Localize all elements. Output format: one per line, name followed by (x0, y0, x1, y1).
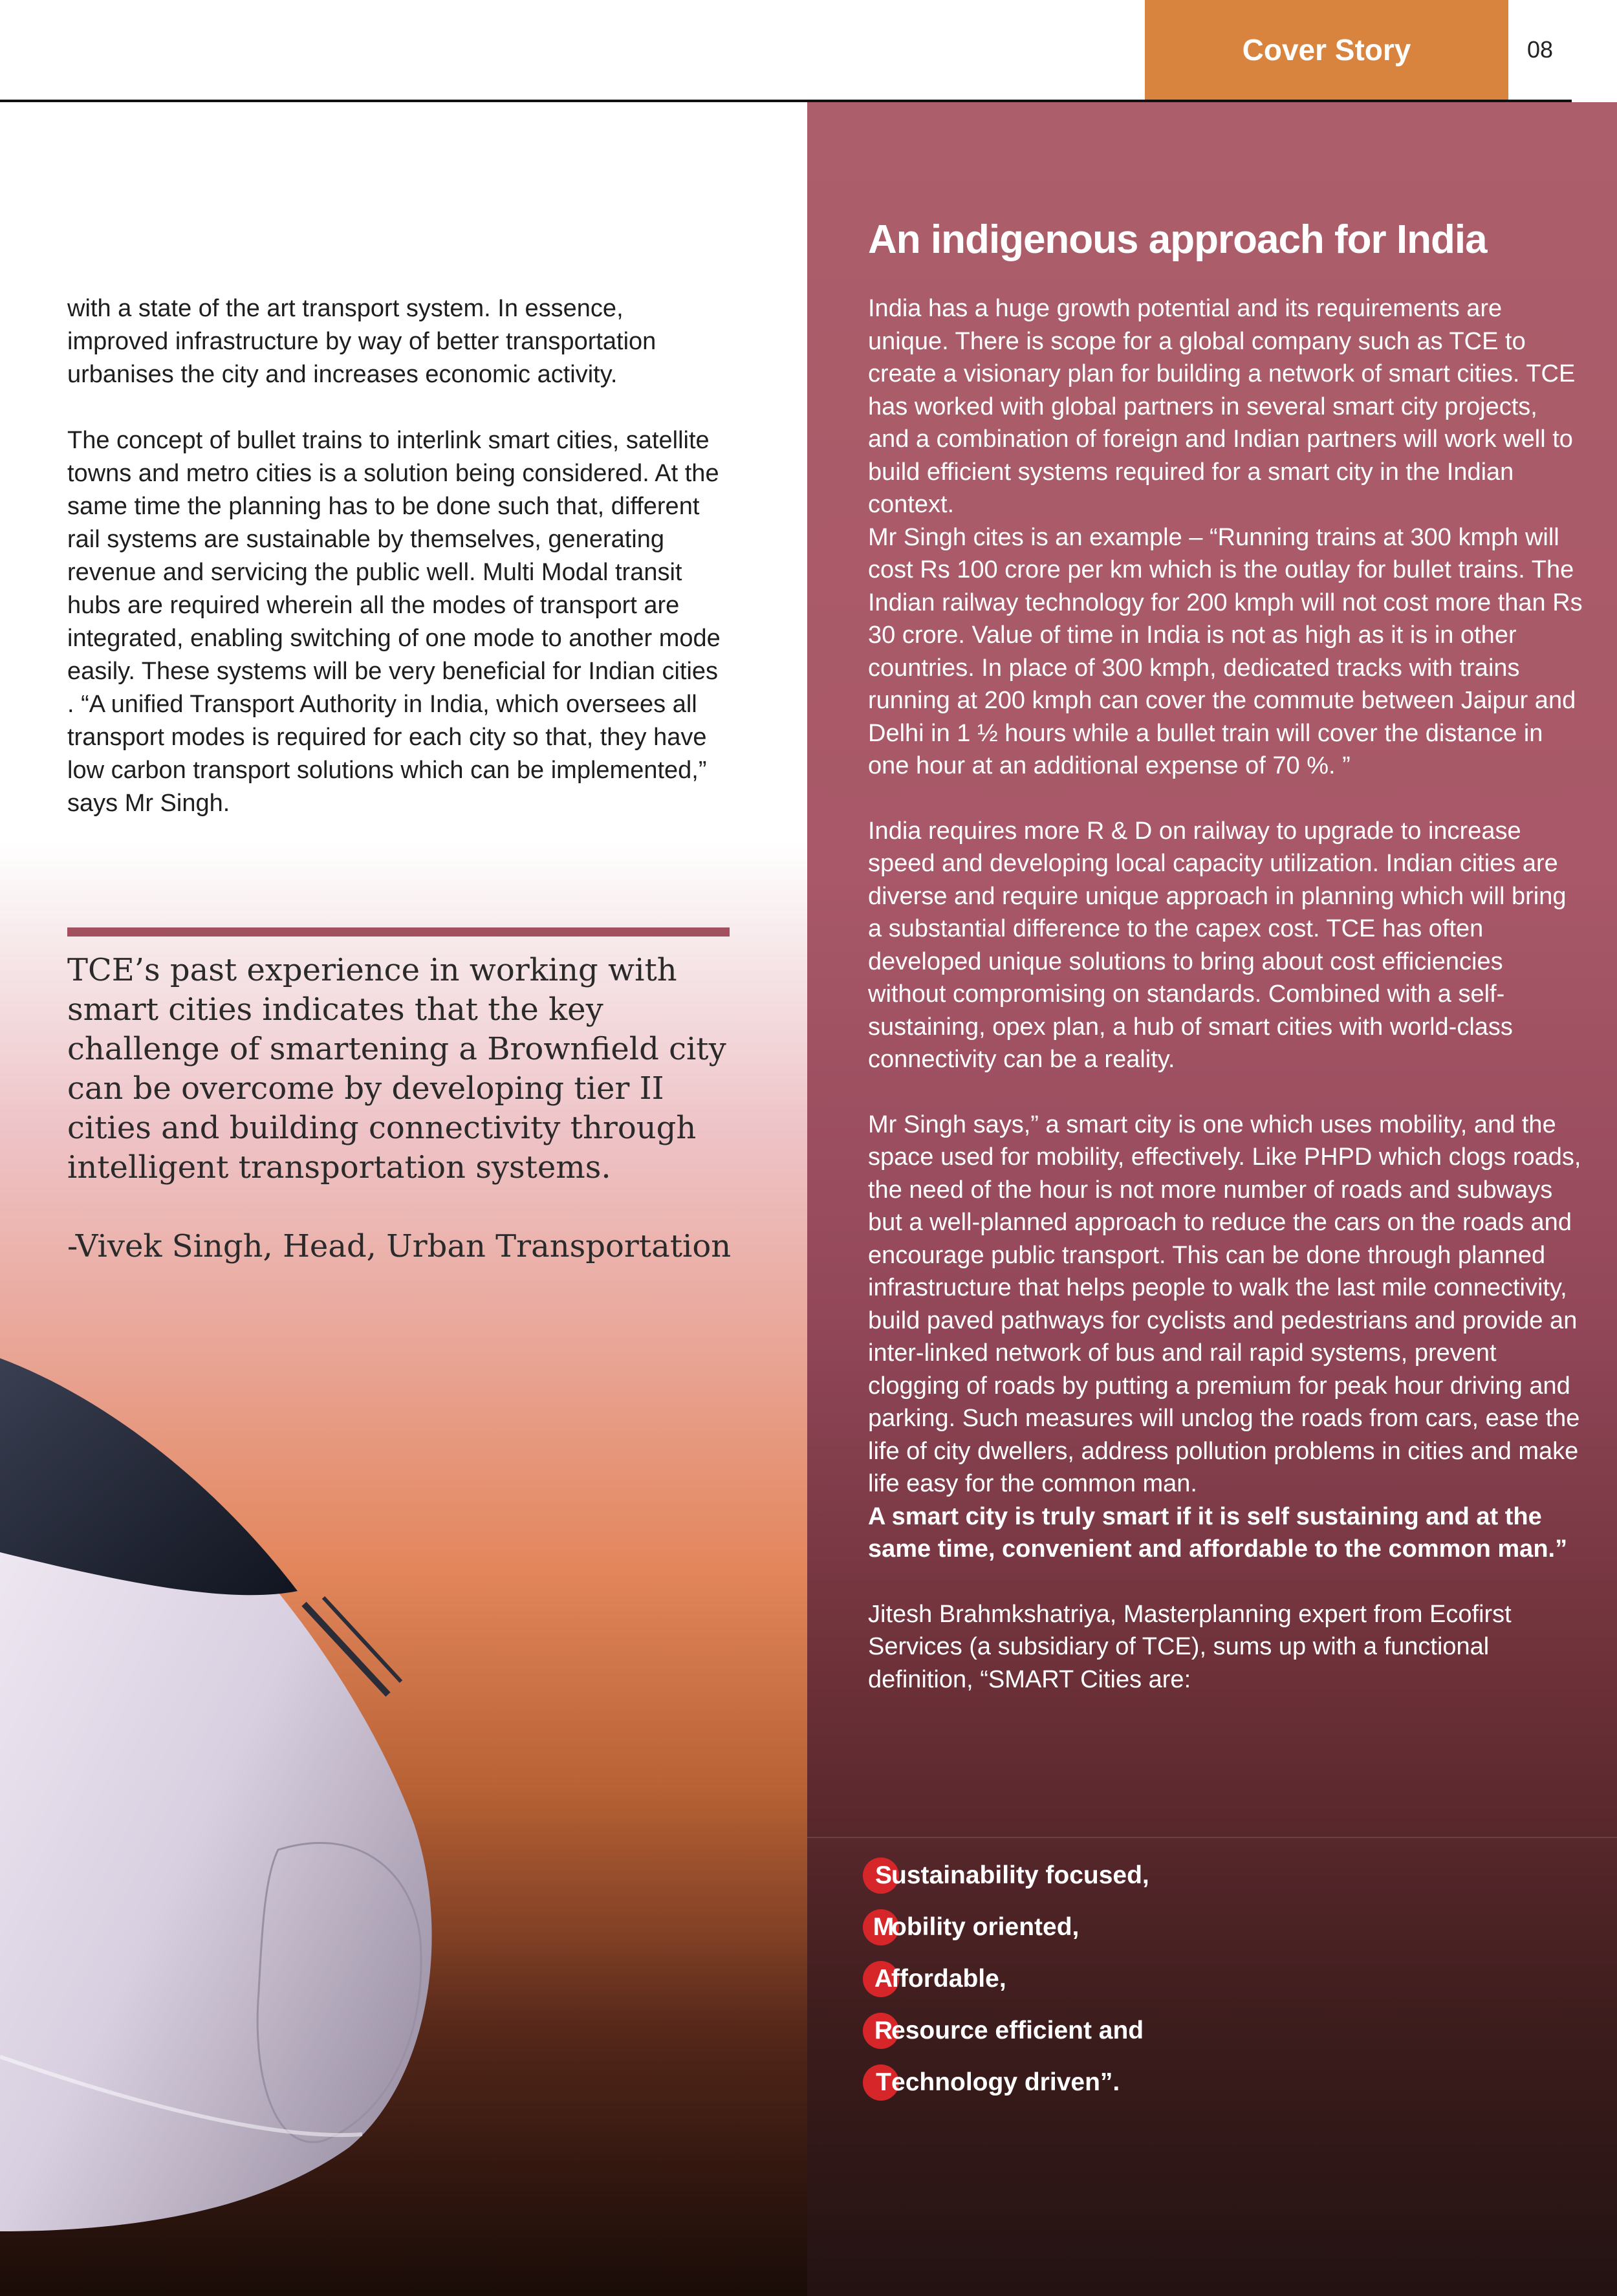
right-column-text (868, 292, 1583, 1696)
acronym-letter: M (873, 1913, 895, 1941)
acronym-letter: A (874, 1965, 893, 1993)
list-item-text: ffordable, (891, 1965, 1006, 1993)
list-item-text: obility oriented, (891, 1913, 1080, 1941)
panel-divider (807, 1837, 1617, 1838)
section-label: Cover Story (1242, 33, 1411, 67)
right-paragraph: India requires more R & D on railway to upgrade to increase speed and developing local capacity utilization. Indian cities are diverse and require unique approach in planning which will bring a substantial difference to the capex cost. TCE has often developed unique solutions to bring about cost efficiencies without compromising on standards. Combined with a self-sustaining, opex plan, a hub of smart cities with world-class connectivity can be a reality. (868, 817, 1567, 1073)
acronym-letter: S (874, 1861, 892, 1889)
list-item-text: esource efficient and (891, 2017, 1144, 2044)
pull-quote-attribution: -Vivek Singh, Head, Urban Transportation (67, 1228, 732, 1264)
section-heading: An indigenous approach for India (868, 217, 1487, 262)
list-item (863, 2057, 1574, 2108)
pull-quote (67, 951, 753, 1266)
list-item (863, 1850, 1574, 1901)
right-paragraph: Mr Singh says,” a smart city is one which uses mobility, and the space used for mobility, effectively. Like PHPD which clogs roads, the need of the hour is not more number of roads and subways but a well-planned approach to reduce the cars on the roads and encourage public transport. This can be done through planned infrastructure that helps people to walk the last mile connectivity, build paved pathways for cyclists and pedestrians and provide an inter-linked network of bus and rail rapid systems, prevent clogging of roads by putting a premium for peak hour driving and parking. Such measures will unclog the roads from cars, ease the life of city dwellers, address pollution problems in cities and make life easy for the common man. (868, 1110, 1581, 1497)
quote-rule (67, 927, 730, 937)
left-paragraph: The concept of bullet trains to interlink smart cities, satellite towns and metro cities is a solution being considered. At the same time the planning has to be done such that, different rail systems are sustainable by themselves, generating revenue and servicing the public well. Multi Modal transit hubs are required wherein all the modes of transport are integrated, enabling switching of one mode to another mode easily. These systems will be very beneficial for Indian cities . “A unified Transport Authority in India, which oversees all transport modes is required for each city so that, they have low carbon transport solutions which can be implemented,” says Mr Singh. (67, 427, 721, 817)
right-paragraph: Jitesh Brahmkshatriya, Masterplanning expert from Ecofirst Services (a subsidiary of TCE), sums up with a functional definition, “SMART Cities are: (868, 1600, 1512, 1693)
page-number: 08 (1526, 36, 1554, 63)
list-item-text: ustainability focused, (891, 1861, 1149, 1889)
smart-acronym-list (863, 1850, 1574, 2108)
acronym-letter: R (874, 2017, 893, 2044)
right-emphasis: A smart city is truly smart if it is self sustaining and at the same time, convenient and affordable to the common man.” (868, 1502, 1568, 1563)
list-item (863, 2005, 1574, 2057)
list-item-text: echnology driven”. (891, 2068, 1120, 2096)
acronym-letter: T (876, 2068, 891, 2096)
right-paragraph: India has a huge growth potential and its requirements are unique. There is scope for a global company such as TCE to create a visionary plan for building a network of smart cities. TCE has worked with global partners in several smart city projects, and a combination of foreign and Indian partners will work well to build efficient systems required for a smart city in the Indian context. (868, 295, 1576, 518)
right-paragraph: Mr Singh cites is an example – “Running trains at 300 kmph will cost Rs 100 crore per km which is the outlay for bullet trains. The Indian railway technology for 200 kmph will not cost more than Rs 30 crore. Value of time in India is not as high as it is in other countries. In place of 300 kmph, dedicated tracks with trains running at 200 kmph can cover the commute between Jaipur and Delhi in 1 ½ hours while a bullet train will cover the distance in one hour at an additional expense of 70 %. ” (868, 523, 1583, 779)
section-tab (1145, 0, 1508, 100)
pull-quote-text: TCE’s past experience in working with smart cities indicates that the key challenge of smartening a Brownfield city can be overcome by developing tier II cities and building connectivity through intelligent transportation systems. (67, 952, 726, 1186)
left-column-text (67, 292, 727, 853)
left-paragraph: with a state of the art transport system. In essence, improved infrastructure by way of better transportation urbanises the city and increases economic activity. (67, 295, 657, 388)
list-item (863, 1953, 1574, 2005)
list-item (863, 1901, 1574, 1953)
bullet-circle (863, 1909, 899, 1945)
